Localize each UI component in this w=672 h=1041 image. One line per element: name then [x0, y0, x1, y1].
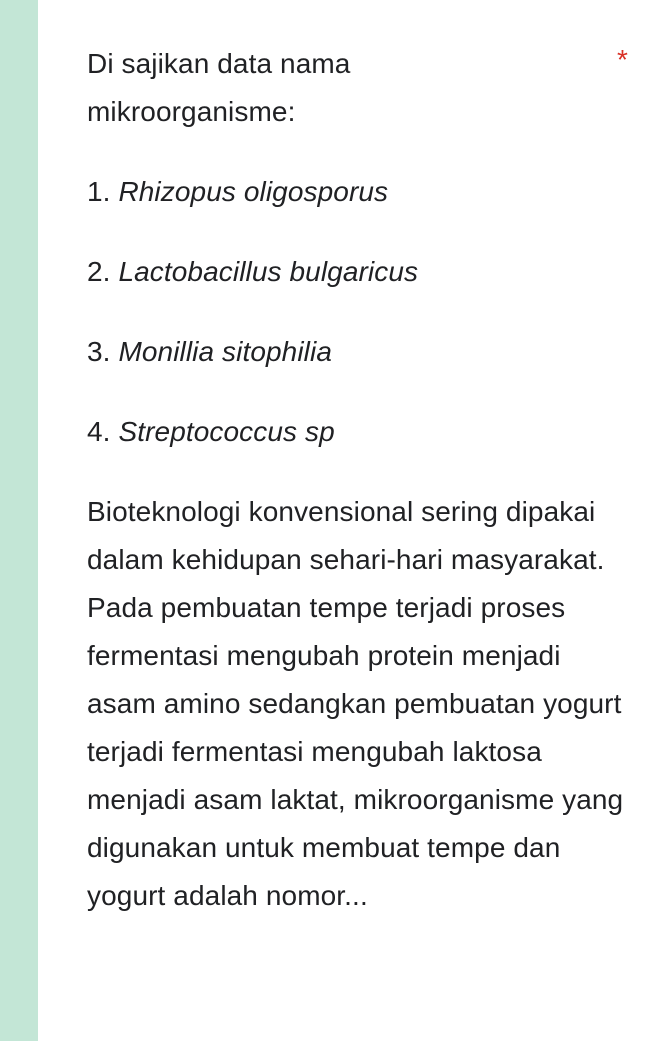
list-item-number: 1.	[87, 176, 119, 207]
list-item	[87, 408, 627, 456]
question-paragraph: Bioteknologi konvensional sering dipakai dalam kehidupan sehari-hari masyarakat. Pada pembuatan tempe terjadi proses fermentasi mengubah protein menjadi asam amino sedangkan pembuatan yogurt terjadi fermentasi mengubah laktosa menjadi asam laktat, mikroorganisme yang digunakan untuk membuat tempe dan yogurt adalah nomor...	[87, 496, 624, 911]
list-item-name: Lactobacillus bulgaricus	[118, 256, 419, 287]
list-item-name: Streptococcus sp	[118, 416, 335, 447]
list-item-name: Monillia sitophilia	[118, 336, 332, 367]
required-marker: *	[617, 44, 628, 75]
list-item-name: Rhizopus oligosporus	[118, 176, 389, 207]
question-text	[87, 40, 627, 920]
list-item	[87, 168, 627, 216]
list-item	[87, 248, 627, 296]
list-item-number: 2.	[87, 256, 119, 287]
list-item-number: 4.	[87, 416, 119, 447]
question-intro: Di sajikan data nama mikroorganisme:	[87, 48, 351, 127]
card-accent-bar	[0, 0, 38, 1041]
list-item-number: 3.	[87, 336, 119, 367]
list-item	[87, 328, 627, 376]
